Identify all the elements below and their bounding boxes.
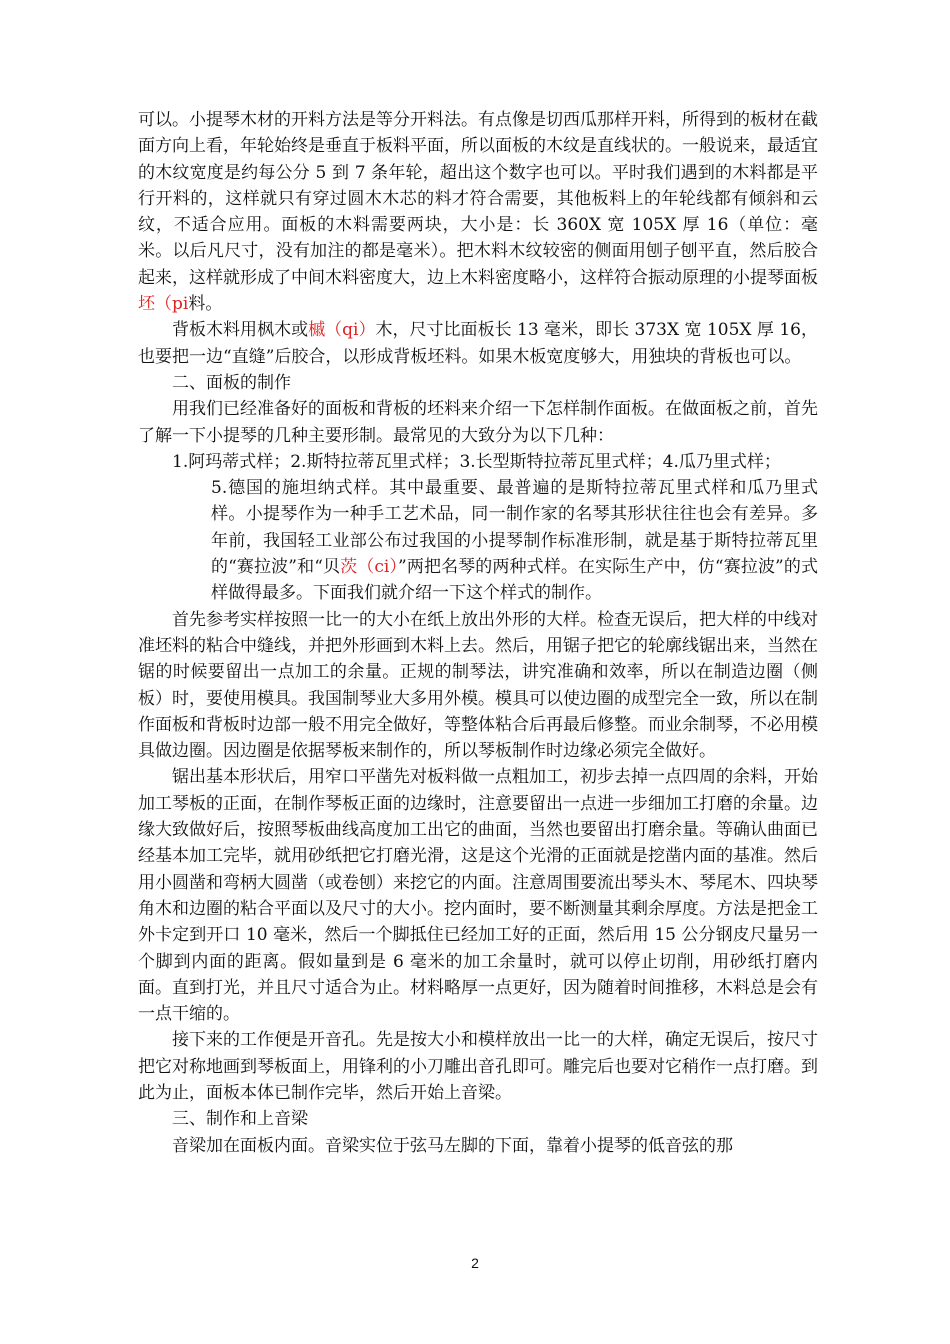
paragraph-bass-bar: 音梁加在面板内面。音梁实位于弦马左脚的下面，靠着小提琴的低音弦的那 (172, 1135, 733, 1156)
section-heading-top-plate: 二、面板的制作 (172, 372, 291, 393)
paragraph-text: 背板木料用枫木或 (172, 320, 309, 341)
list-text: ”两把名琴的两种式样。在实际生产中，仿“赛拉波”的式样做得最多。下面我们就介绍一下这个样式的制作。 (211, 557, 818, 604)
pinyin-annotation: 槭（qi） (308, 320, 376, 341)
list-violin-models-rest (138, 475, 818, 606)
section-heading-bass-bar: 三、制作和上音梁 (172, 1109, 308, 1130)
paragraph-outline: 首先参考实样按照一比一的大小在纸上放出外形的大样。检查无误后，把大样的中线对准坯料的粘合中缝线，并把外形画到木料上去。然后，用锯子把它的轮廓线锯出来，当然在锯的时候要留出一点加工的余量。正规的制琴法，讲究准确和效率，所以在制造边圈（侧板）时，要使用模具。我国制琴业大多用外模。模具可以使边圈的成型完全一致，所以在制作面板和背板时边部一般不用完全做好，等整体粘合后再最后修整。而业余制琴，不必用模具做边圈。因边圈是依据琴板来制作的，所以琴板制作时边缘必须完全做好。 (138, 609, 818, 762)
paragraph-top-plate-intro: 用我们已经准备好的面板和背板的坯料来介绍一下怎样制作面板。在做面板之前，首先了解一下小提琴的几种主要形制。最常见的大致分为以下几种： (138, 399, 818, 446)
paragraph-text: 可以。小提琴木材的开料方法是等分开料法。有点像是切西瓜那样开料，所得到的板材在截面方向上看，年轮始终是垂直于板料平面，所以面板的木纹是直线状的。一般说来，最适宜的木纹宽度是约每公分 5 到 7 条年轮，超出这个数字也可以。平时我们遇到的木料都是平行开料的，这样就只有穿过圆木木芯的料才符合需要，其他板料上的年轮线都有倾斜和云纹，不适合应用。面板的木料需要两块，大小是：长 360X 宽 105X 厚 16（单位：毫米。以后凡尺寸，没有加注的都是毫米）。把木料木纹较密的侧面用刨子刨平直，然后胶合起来，这样就形成了中间木料密度大，边上木料密度略小，这样符合振动原理的小提琴面板 (138, 110, 818, 288)
paragraph-wood-cutting (138, 107, 818, 317)
list-violin-models-first: 1.阿玛蒂式样；2.斯特拉蒂瓦里式样；3.长型斯特拉蒂瓦里式样；4.瓜乃里式样； (172, 451, 781, 472)
paragraph-sound-holes: 接下来的工作便是开音孔。先是按大小和模样放出一比一的大样，确定无误后，按尺寸把它对称地画到琴板面上，用锋利的小刀雕出音孔即可。雕完后也要对它稍作一点打磨。到此为止，面板本体已制作完毕，然后开始上音梁。 (138, 1030, 818, 1103)
paragraph-carving: 锯出基本形状后，用窄口平凿先对板料做一点粗加工，初步去掉一点四周的余料，开始加工琴板的正面，在制作琴板正面的边缘时，注意要留出一点进一步细加工打磨的余量。边缘大致做好后，按照琴板曲线高度加工出它的曲面，当然也要留出打磨余量。等确认曲面已经基本加工完毕，就用砂纸把它打磨光滑，这是这个光滑的正面就是挖凿内面的基准。然后用小圆凿和弯柄大圆凿（或卷刨）来挖它的内面。注意周围要流出琴头木、琴尾木、四块琴角木和边圈的粘合平面以及尺寸的大小。挖内面时，要不断测量其剩余厚度。方法是把金工外卡定到开口 10 毫米，然后一个脚抵住已经加工好的正面，然后用 15 公分钢皮尺量另一个脚到内面的距离。假如量到是 6 毫米的加工余量时，就可以停止切削，用砂纸打磨内面。直到打光，并且尺寸适合为止。材料略厚一点更好，因为随着时间推移，木料总是会有一点干缩的。 (138, 767, 818, 1025)
document-body (138, 107, 818, 1159)
page-number: 2 (471, 1255, 479, 1271)
pinyin-annotation: 坯（pi (138, 294, 189, 315)
list-text: 5.德国的施坦纳式样。其中最重要、最普遍的是斯特拉蒂瓦里式样和瓜乃里式样。小提琴作为一种手工艺术品，同一制作家的名琴其形状往往也会有差异。多年前，我国轻工业部公布过我国的小提琴制作标准形制，就是基于斯特拉蒂瓦里的“赛拉波”和“贝 (211, 478, 818, 578)
paragraph-text: 木，尺寸比面板长 13 毫米，即长 373X 宽 105X 厚 16，也要把一边“直缝”后胶合，以形成背板坯料。如果木板宽度够大，用独块的背板也可以。 (138, 320, 818, 367)
pinyin-annotation: 茨（ci） (340, 557, 399, 578)
paragraph-back-plate (138, 317, 818, 370)
paragraph-text: 料。 (188, 294, 223, 315)
